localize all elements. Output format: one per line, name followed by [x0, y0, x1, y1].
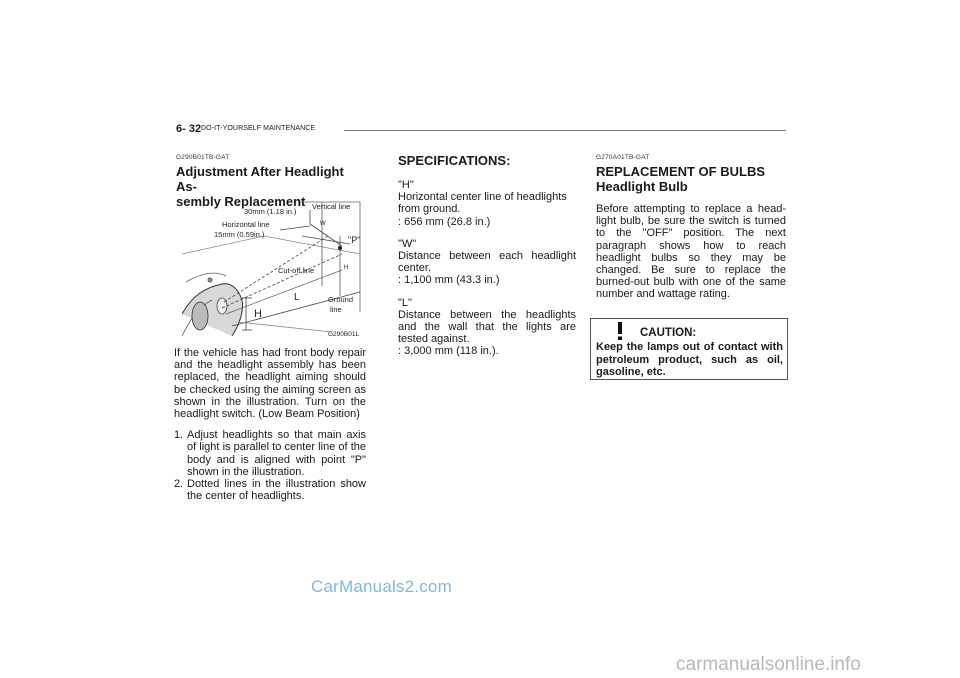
label-l: L — [294, 292, 300, 303]
section-title-line2: sembly Replacement — [176, 194, 306, 209]
label-cutoff-line: Cut-off line — [278, 266, 315, 275]
spec-key: "L" — [398, 296, 412, 309]
caution-text: Keep the lamps out of contact with petroleum product, such as oil, gasoline, etc. — [596, 341, 783, 378]
spec-value: : 656 mm (26.8 in.) — [398, 215, 491, 228]
list-item — [174, 478, 366, 502]
label-30mm: 30mm (1.18 in.) — [244, 207, 297, 216]
instruction-steps — [174, 429, 366, 502]
caution-title: CAUTION: — [640, 327, 697, 339]
intro-paragraph: If the vehicle has had front body repair and the headlight assembly has been replaced, the headlight aiming should be checked using the aiming screen as shown in the illustration. Turn on the headlight switch. (Low Beam Position) — [174, 347, 366, 421]
label-horizontal-line: Horizontal line — [222, 220, 270, 229]
headlight-aiming-diagram — [182, 196, 364, 340]
figure-code: G290B01L — [328, 331, 360, 338]
spec-description: Distance between the headlights and the wall that the lights are tested against. — [398, 308, 576, 346]
left-column-body — [174, 347, 366, 502]
section-title: DO-IT-YOURSELF MAINTENANCE — [201, 125, 316, 132]
label-vertical-line: Vertical line — [312, 202, 351, 211]
spec-item-l — [398, 297, 576, 358]
headlight-aiming-illustration — [182, 196, 364, 340]
label-15mm: 15mm (0.59in.) — [214, 230, 265, 239]
label-point-p: "P" — [348, 235, 361, 245]
specifications-title: SPECIFICATIONS: — [398, 153, 511, 168]
label-ground: Ground — [328, 295, 354, 304]
caution-box — [590, 318, 788, 380]
spec-description: Distance between each headlight center. — [398, 250, 576, 275]
bulb-section-subtitle: Headlight Bulb — [596, 179, 688, 194]
step-text: Adjust headlights so that main axis of light is parallel to center line of the body and is aligned with point "P" shown in the illustration. — [187, 429, 366, 478]
step-text: Dotted lines in the illustration show the center of headlights. — [187, 478, 366, 503]
section-code: G290B01TB-GAT — [176, 154, 230, 161]
page-number: 6- 32 — [176, 123, 202, 135]
spec-key: "W" — [398, 237, 417, 250]
specifications-column — [398, 153, 576, 368]
watermark-carmanuals2[interactable]: CarManuals2.com — [311, 577, 452, 596]
label-w: W — [320, 221, 326, 227]
bulb-section-title: REPLACEMENT OF BULBS — [596, 164, 765, 179]
spec-value: : 3,000 mm (118 in.). — [398, 345, 499, 358]
spec-description: Horizontal center line of headlights from ground. — [398, 191, 567, 216]
right-column — [596, 154, 786, 301]
list-item — [174, 429, 366, 478]
spec-value: : 1,100 mm (43.3 in.) — [398, 274, 500, 287]
header-rule — [344, 130, 786, 131]
spec-item-w — [398, 238, 576, 287]
step-number: 2. — [174, 478, 184, 491]
exclamation-triangle-icon — [609, 320, 631, 342]
page-header — [176, 124, 786, 136]
spec-key: "H" — [398, 179, 414, 191]
section-title-line1: Adjustment After Headlight As- — [176, 164, 344, 194]
label-h: H — [254, 308, 262, 320]
section-code: G270A01TB-GAT — [596, 154, 650, 161]
step-number: 1. — [174, 429, 184, 442]
bulb-paragraph: Before attempting to replace a head-light bulb, be sure the switch is turned to the "OFF" position. The next paragraph shows how to reach headlight bulbs so they may be changed. Be sure to replace the burned-out bulb with one of the same number and wattage rating. — [596, 203, 786, 301]
watermark-carmanualsonline[interactable]: carmanualsonline.info — [676, 654, 861, 675]
spec-item-h — [398, 179, 576, 228]
label-h-small: H — [344, 265, 349, 271]
label-ground-line: line — [330, 305, 342, 314]
